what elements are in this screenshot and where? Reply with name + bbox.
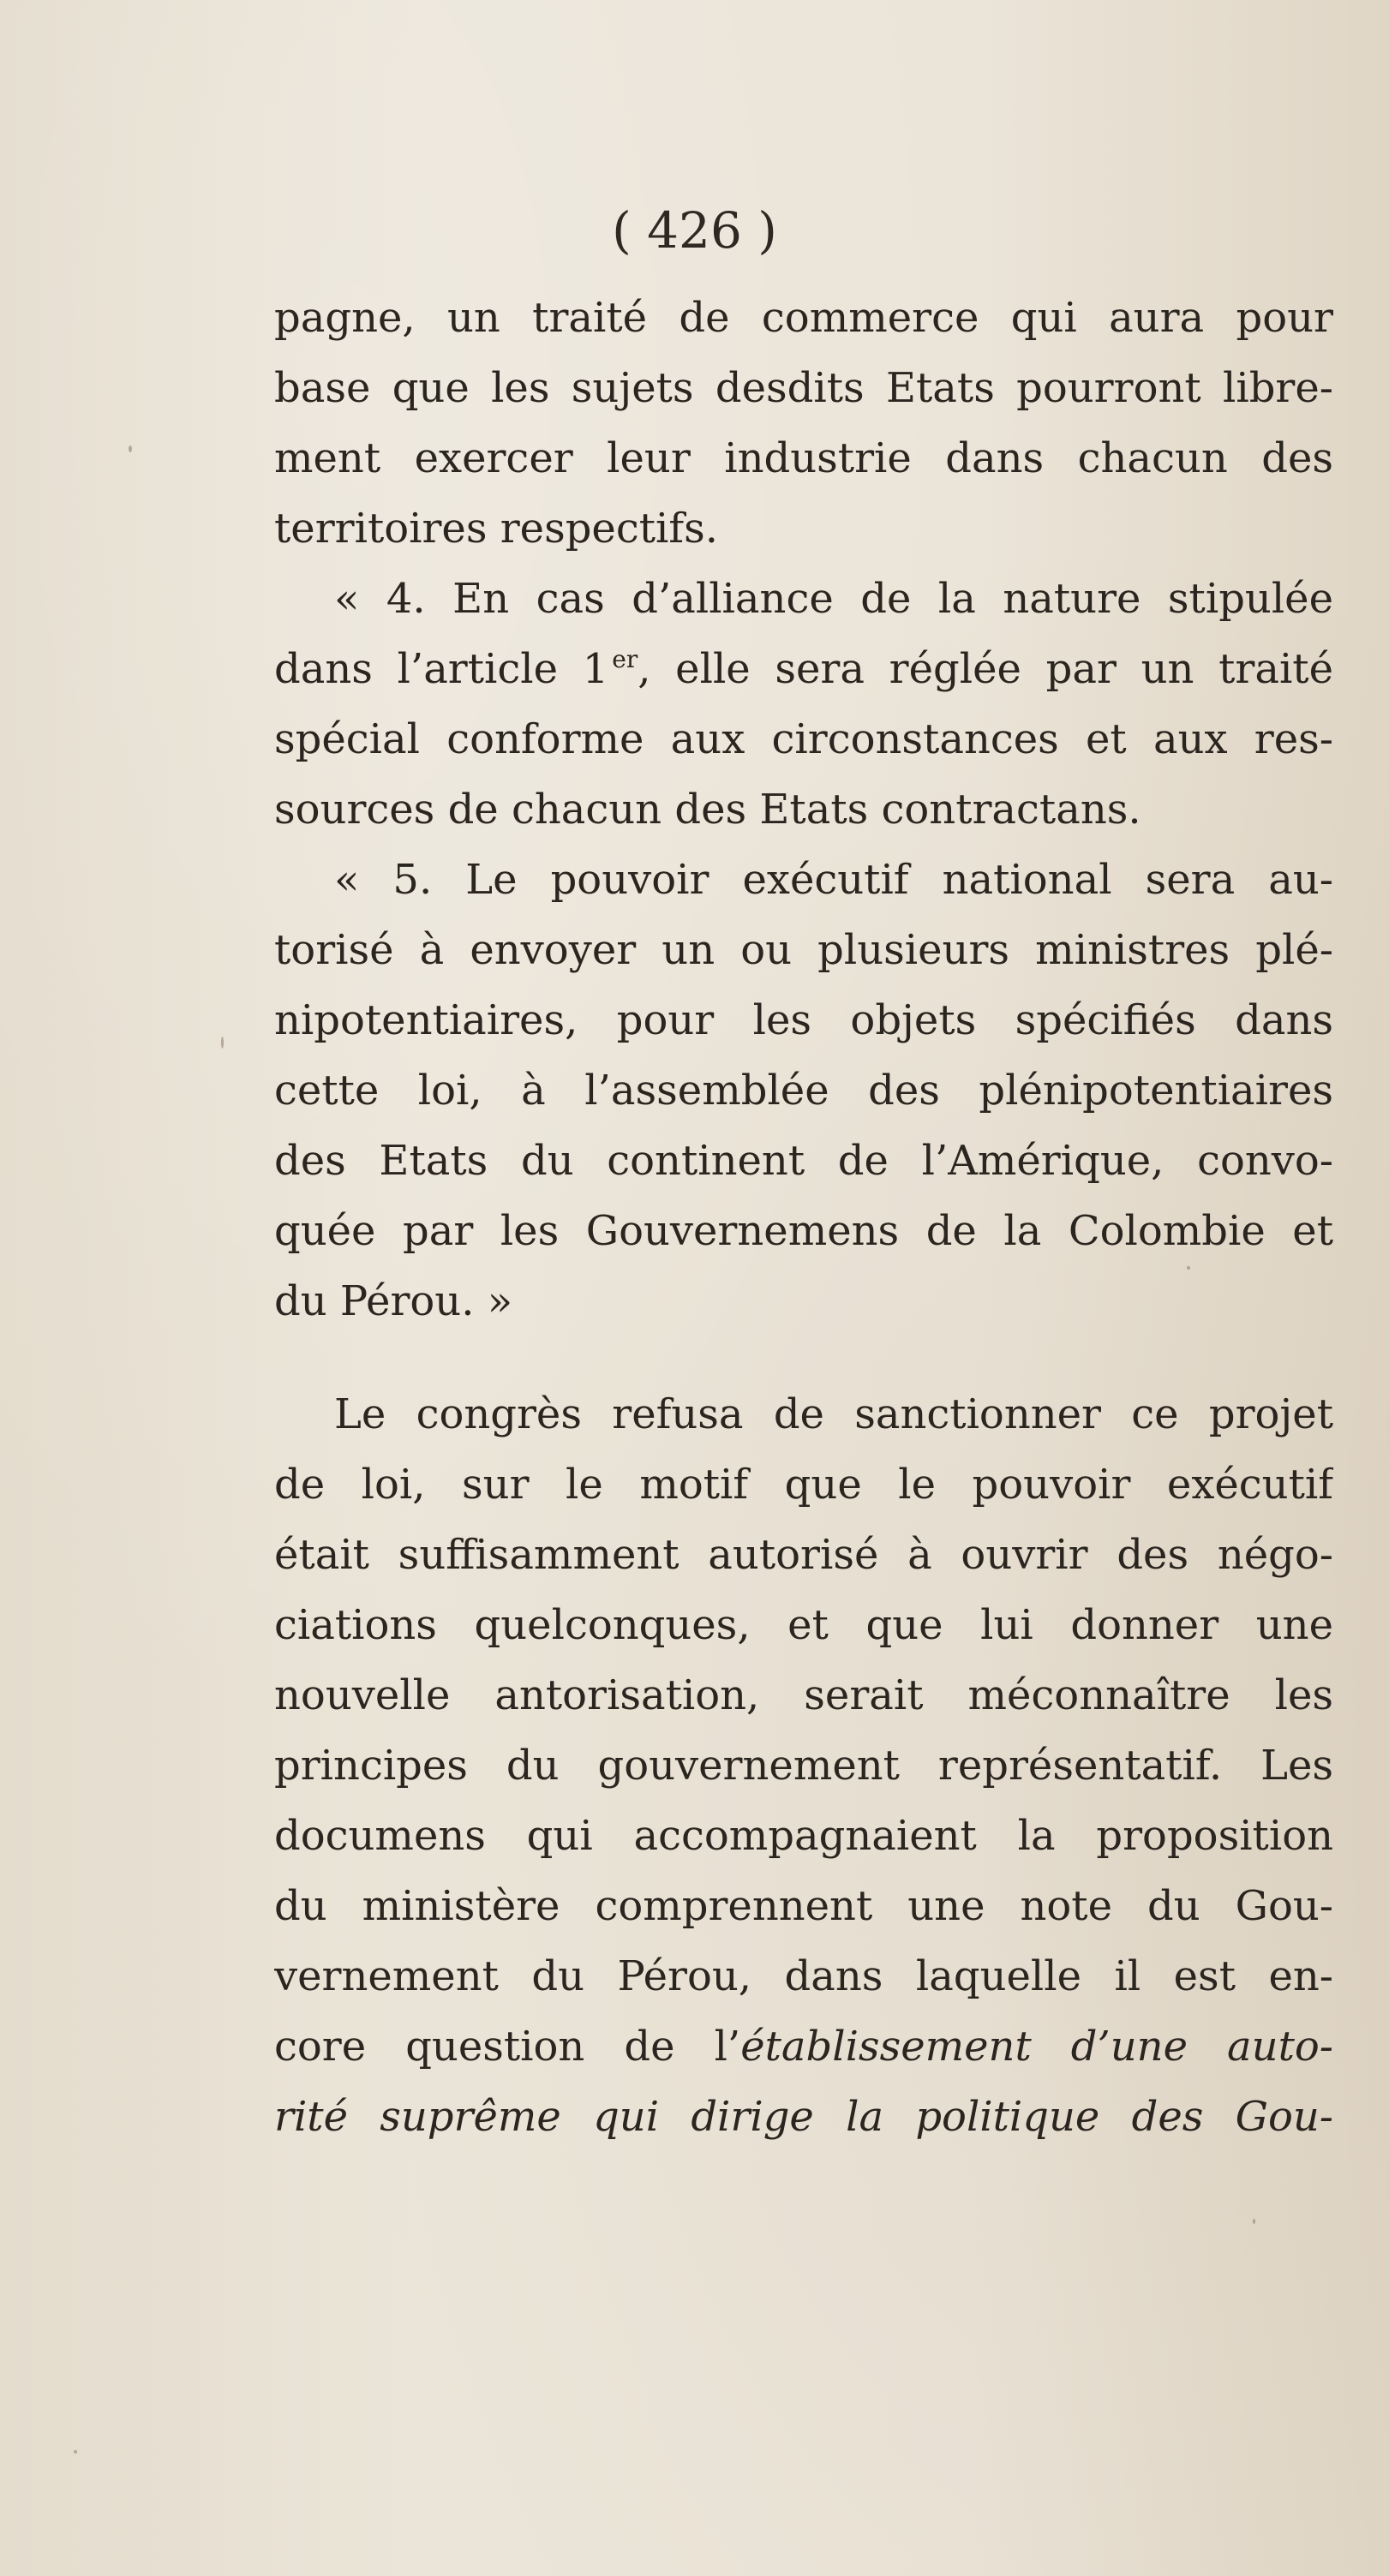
paragraph-congress-refusal	[274, 1379, 1333, 2152]
text-line: des Etats du continent de l’Amérique, convo-	[274, 1137, 1333, 1185]
text-line: nipotentiaires, pour les objets spécifiés dans	[274, 996, 1333, 1044]
ordinal-number: 1	[582, 645, 609, 693]
paper-speck	[129, 445, 132, 452]
paper-speck	[221, 1037, 224, 1049]
text-line: nouvelle antorisation, serait méconnaître les	[274, 1671, 1333, 1719]
text-line: vernement du Pérou, dans laquelle il est en-	[274, 1952, 1333, 2000]
text-line: du ministère comprennent une note du Gou-	[274, 1882, 1333, 1930]
text-line	[274, 2011, 1333, 2082]
text-line: quée par les Gouvernemens de la Colombie et	[274, 1207, 1333, 1255]
text-line: était suffisamment autorisé à ouvrir des négo-	[274, 1531, 1333, 1579]
italic-text-fragment: établissement d’une auto-	[740, 2023, 1333, 2071]
text-line: documens qui accompagnaient la proposition	[274, 1812, 1333, 1860]
text-line: principes du gouvernement représentatif. Les	[274, 1742, 1333, 1790]
text-fragment: dans l’article	[274, 645, 583, 693]
paper-speck	[74, 2450, 77, 2453]
text-fragment: core question de l’	[274, 2023, 741, 2071]
text-line	[274, 634, 1333, 704]
text-line: « 4. En cas d’alliance de la nature stipulée	[334, 575, 1333, 623]
text-line: base que les sujets desdits Etats pourront libre-	[274, 364, 1333, 412]
text-line: ment exercer leur industrie dans chacun des	[274, 434, 1333, 482]
text-fragment: , elle sera réglée par un traité	[638, 645, 1333, 693]
paragraph-treaty-continuation	[274, 283, 1333, 564]
text-line: du Pérou. »	[274, 1277, 513, 1325]
text-block-lower	[274, 1379, 1333, 2152]
text-line: torisé à envoyer un ou plusieurs ministres plé-	[274, 926, 1333, 974]
text-line: ciations quelconques, et que lui donner une	[274, 1601, 1333, 1649]
page-number: ( 426 )	[612, 201, 777, 260]
text-line: cette loi, à l’assemblée des plénipotentiaires	[274, 1067, 1333, 1115]
text-line: « 5. Le pouvoir exécutif national sera au-	[334, 856, 1333, 904]
text-line: sources de chacun des Etats contractans.	[274, 786, 1141, 834]
text-line: Le congrès refusa de sanctionner ce projet	[334, 1390, 1333, 1438]
paper-speck	[1253, 2219, 1255, 2224]
text-line: territoires respectifs.	[274, 505, 719, 553]
text-line: pagne, un traité de commerce qui aura pour	[274, 294, 1333, 342]
text-block-upper	[274, 283, 1333, 1336]
ordinal-superscript: er	[612, 645, 638, 673]
text-line: rité suprême qui dirige la politique des Gou-	[274, 2093, 1333, 2141]
paper-speck	[1187, 1266, 1190, 1270]
text-line: spécial conforme aux circonstances et aux res-	[274, 715, 1333, 763]
text-line: de loi, sur le motif que le pouvoir exécutif	[274, 1461, 1333, 1509]
paragraph-article-4	[274, 564, 1333, 845]
paragraph-article-5	[274, 845, 1333, 1336]
